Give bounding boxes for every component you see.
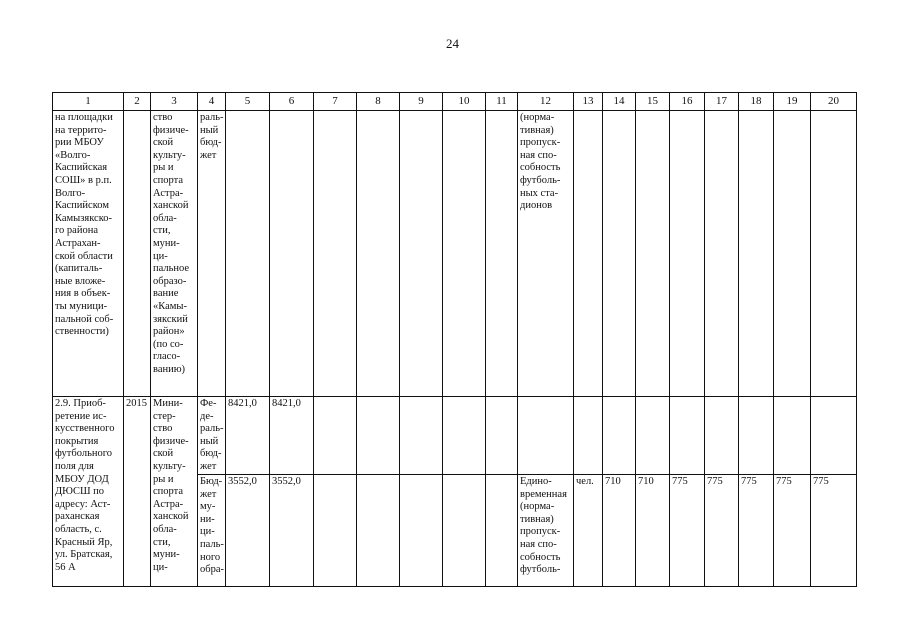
cell-c18 [739,111,774,397]
cell-c15 [636,111,670,397]
cell-c7 [314,397,357,475]
cell-c20 [811,111,857,397]
cell-event-name: 2.9. Приоб- ретение ис- кусственного покрытия футбольного поля для МБОУ ДОД ДЮСШ по адресу: Аст- раханская область, с. Красный Яр, ул. Братская, 56 А [53,397,124,587]
cell-indicator: Едино- временная (норма- тивная) пропуск- ная спо- собность футболь- [518,475,574,587]
table-row [53,111,857,397]
col-header-4: 4 [198,93,226,111]
col-header-5: 5 [226,93,270,111]
table-row [53,397,857,475]
cell-c17 [705,397,739,475]
col-header-18: 18 [739,93,774,111]
col-header-13: 13 [574,93,603,111]
col-header-11: 11 [486,93,518,111]
cell-c9 [400,397,443,475]
cell-funding-source: раль- ный бюд- жет [198,111,226,397]
cell-c17: 775 [705,475,739,587]
cell-executor: Мини- стер- ство физиче- ской культу- ры и спорта Астра- ханской обла- сти, муни- ци- [151,397,198,587]
col-header-17: 17 [705,93,739,111]
cell-year [124,111,151,397]
cell-c20 [811,397,857,475]
cell-c19: 775 [774,475,811,587]
cell-c18 [739,397,774,475]
cell-c10 [443,111,486,397]
col-header-20: 20 [811,93,857,111]
cell-c19 [774,111,811,397]
cell-c8 [357,475,400,587]
col-header-6: 6 [270,93,314,111]
col-header-14: 14 [603,93,636,111]
cell-c10 [443,475,486,587]
cell-c9 [400,475,443,587]
cell-indicator [518,397,574,475]
cell-c6: 8421,0 [270,397,314,475]
cell-event-name: на площадки на террито- рии МБОУ «Волго- Каспийская СОШ» в р.п. Волго- Каспийском Камызякско- го района Астрахан- ской области (капиталь- ные вложе- ния в объек- ты муници- пальной соб- ственности) [53,111,124,397]
cell-year: 2015 [124,397,151,587]
cell-c9 [400,111,443,397]
page-number: 24 [446,36,459,51]
cell-indicator: (норма- тивная) пропуск- ная спо- собность футболь- ных ста- дионов [518,111,574,397]
col-header-3: 3 [151,93,198,111]
col-header-16: 16 [670,93,705,111]
cell-c16 [670,397,705,475]
cell-c13 [574,397,603,475]
cell-funding-source: Бюд- жет му- ни- ци- паль- ного обра- [198,475,226,587]
cell-c5: 3552,0 [226,475,270,587]
cell-c16 [670,111,705,397]
cell-c11 [486,111,518,397]
cell-c15 [636,397,670,475]
cell-c6: 3552,0 [270,475,314,587]
col-header-8: 8 [357,93,400,111]
cell-c14 [603,397,636,475]
cell-c7 [314,475,357,587]
col-header-9: 9 [400,93,443,111]
cell-c5: 8421,0 [226,397,270,475]
cell-c5 [226,111,270,397]
col-header-15: 15 [636,93,670,111]
cell-executor: ство физиче- ской культу- ры и спорта Астра- ханской обла- сти, муни- ци- пальное образо- вание «Камы- зякский район» (по со- гласо- ванию) [151,111,198,397]
col-header-10: 10 [443,93,486,111]
cell-funding-source: Фе- де- раль- ный бюд- жет [198,397,226,475]
col-header-2: 2 [124,93,151,111]
cell-c8 [357,397,400,475]
col-header-12: 12 [518,93,574,111]
cell-c7 [314,111,357,397]
col-header-1: 1 [53,93,124,111]
col-header-19: 19 [774,93,811,111]
cell-c15: 710 [636,475,670,587]
cell-c20: 775 [811,475,857,587]
cell-c16: 775 [670,475,705,587]
cell-c6 [270,111,314,397]
cell-c17 [705,111,739,397]
cell-unit: чел. [574,475,603,587]
cell-c8 [357,111,400,397]
program-table [52,92,857,587]
cell-c14: 710 [603,475,636,587]
cell-c11 [486,475,518,587]
col-header-7: 7 [314,93,357,111]
cell-c10 [443,397,486,475]
cell-c19 [774,397,811,475]
cell-c11 [486,397,518,475]
cell-c18: 775 [739,475,774,587]
cell-c13 [574,111,603,397]
header-row [53,93,857,111]
cell-c14 [603,111,636,397]
